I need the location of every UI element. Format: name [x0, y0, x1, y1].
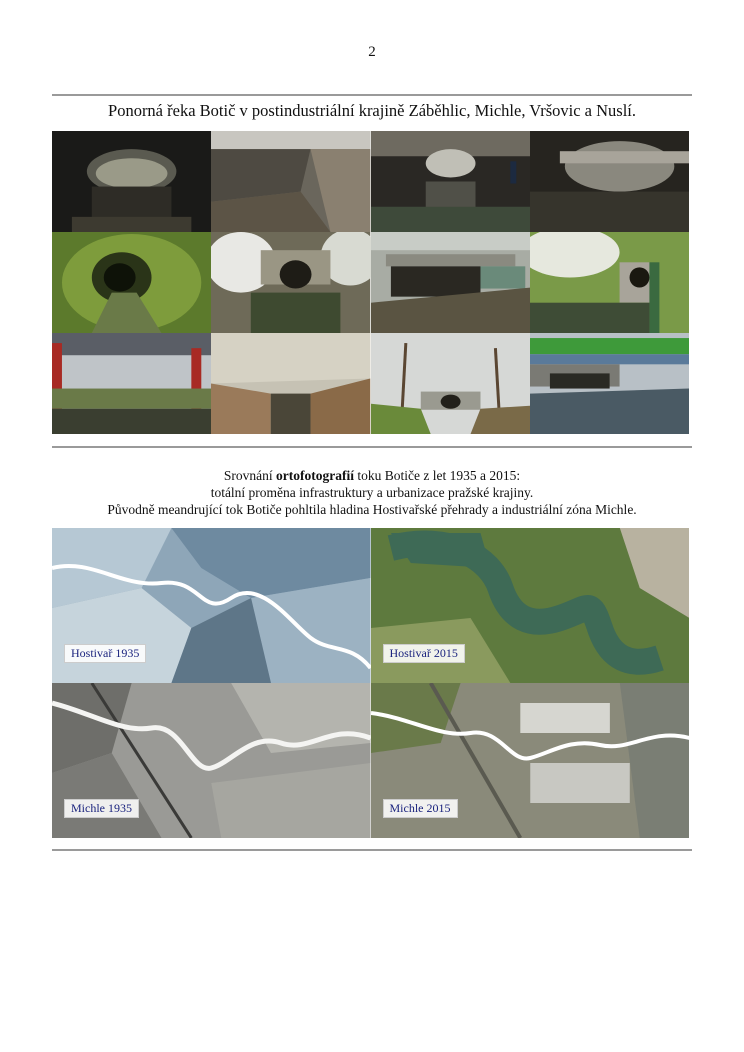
map-hostivar-2015 [371, 528, 690, 683]
photo-underpass-graffiti [211, 333, 370, 434]
photo-red-pillars [52, 333, 211, 434]
map-hostivar-1935 [52, 528, 371, 683]
top-divider [52, 94, 692, 96]
map-label: Hostivař 1935 [64, 644, 146, 663]
photo-pipe-outlet [530, 232, 689, 333]
map-label: Hostivař 2015 [383, 644, 465, 663]
comparison-caption [52, 467, 692, 518]
photo-graffiti-bridge [371, 232, 530, 333]
caption-line-3: Původně meandrující tok Botiče pohltila hladina Hostivařské přehrady a industriální zóna Michle. [107, 502, 637, 517]
middle-divider [52, 446, 692, 448]
photo-green-bridge [530, 333, 689, 434]
photo-trees-culvert [371, 333, 530, 434]
map-label: Michle 1935 [64, 799, 139, 818]
map-label: Michle 2015 [383, 799, 458, 818]
photo-grid [52, 131, 689, 434]
photo-pipe-tunnel [530, 131, 689, 232]
page-number: 2 [368, 44, 376, 60]
map-michle-1935 [52, 683, 371, 838]
caption-line-1: Srovnání ortofotografií toku Botiče z let 1935 a 2015: [223, 468, 521, 483]
page-heading: Ponorná řeka Botič v postindustriální krajině Záběhlic, Michle, Vršovic a Nuslí. [108, 101, 636, 120]
ortophoto-grid [52, 528, 689, 838]
photo-tunnel-person [371, 131, 530, 232]
photo-tunnel-dark [52, 131, 211, 232]
photo-blossom-culvert [211, 232, 370, 333]
map-michle-2015 [371, 683, 690, 838]
caption-line-2: totální proměna infrastruktury a urbanizace pražské krajiny. [210, 485, 534, 500]
photo-green-culvert [52, 232, 211, 333]
caption-bold-term: ortofotografií [276, 468, 354, 483]
bottom-divider [52, 849, 692, 851]
photo-bridge-wall [211, 131, 370, 232]
